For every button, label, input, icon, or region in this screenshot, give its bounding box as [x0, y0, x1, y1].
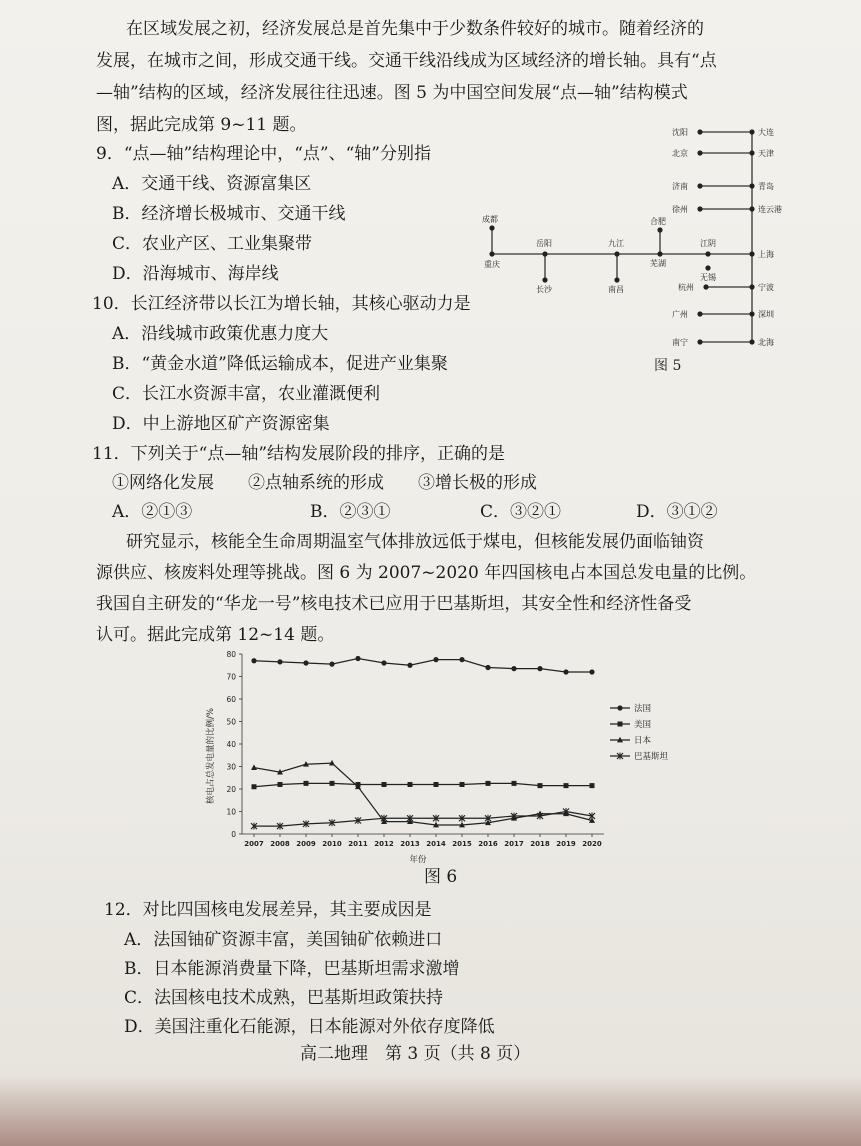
fig6-point-1-7 — [434, 782, 439, 787]
fig6-point-0-5 — [381, 660, 386, 665]
fig6-point-1-2 — [304, 781, 309, 786]
city-wuhu: 芜湖 — [650, 259, 666, 268]
fig6-point-1-1 — [278, 782, 283, 787]
intro2-line2: 源供应、核废料处理等挑战。图 6 为 2007~2020 年四国核电占本国总发电量的比例。 — [96, 563, 757, 583]
q11-option-d: D．③①② — [636, 502, 718, 522]
fig6-point-1-12 — [564, 783, 569, 788]
fig6-point-1-13 — [590, 783, 595, 788]
city-hefei: 合肥 — [650, 217, 666, 226]
fig6-y-tick-label: 50 — [226, 717, 236, 727]
city-yueyang: 岳阳 — [536, 239, 552, 248]
fig5-city-dots — [489, 129, 754, 344]
fig6-point-0-2 — [303, 660, 308, 665]
fig6-y-tick-label: 10 — [226, 807, 236, 817]
fig6-point-1-5 — [382, 782, 387, 787]
fig6-caption: 图 6 — [424, 867, 458, 887]
city-wuxi: 无锡 — [700, 273, 716, 282]
city-shenzhen: 深圳 — [758, 310, 774, 319]
fig6-x-tick-label: 2020 — [582, 840, 602, 848]
q9-option-a: A．交通干线、资源富集区 — [112, 174, 312, 194]
fig6-point-0-9 — [485, 665, 490, 670]
q12-option-c: C．法国核电技术成熟，巴基斯坦政策扶持 — [124, 988, 444, 1008]
fig6-point-2-0 — [251, 764, 257, 770]
fig6-legend-label-0: 法国 — [634, 704, 652, 714]
city-jiujiang: 九江 — [608, 239, 624, 248]
fig6-point-1-3 — [330, 781, 335, 786]
city-nanchang: 南昌 — [608, 285, 624, 294]
intro1-line2: 发展，在城市之间，形成交通干线。交通干线沿线成为区域经济的增长轴。具有“点 — [96, 51, 717, 71]
city-dalian: 大连 — [758, 128, 774, 137]
q10-option-b: B．“黄金水道”降低运输成本，促进产业集聚 — [112, 354, 448, 374]
fig6-point-0-11 — [537, 666, 542, 671]
intro1-line4: 图，据此完成第 9~11 题。 — [96, 115, 307, 135]
city-jinan: 济南 — [672, 182, 688, 191]
q10-option-a: A．沿线城市政策优惠力度大 — [112, 324, 329, 344]
city-beihai: 北海 — [758, 338, 774, 347]
fig6-point-0-3 — [329, 662, 334, 667]
intro1-line1: 在区域发展之初，经济发展总是首先集中于少数条件较好的城市。随着经济的 — [126, 19, 704, 39]
fig6-legend-label-2: 日本 — [634, 736, 652, 746]
fig6-x-tick-label: 2018 — [530, 840, 550, 848]
q11-option-b: B．②③① — [310, 502, 391, 522]
fig6-point-1-10 — [512, 781, 517, 786]
fig6-point-0-7 — [433, 657, 438, 662]
fig6-x-tick-label: 2019 — [556, 840, 576, 848]
fig6-y-tick-label: 30 — [226, 762, 236, 772]
q11-stem: 11．下列关于“点—轴”结构发展阶段的排序，正确的是 — [92, 444, 506, 464]
q11-option-c: C．③②① — [480, 502, 562, 522]
fig6-x-tick-label: 2011 — [348, 840, 368, 848]
q12-option-a: A．法国铀矿资源丰富，美国铀矿依赖进口 — [124, 930, 443, 950]
fig6-point-0-12 — [563, 669, 568, 674]
city-changsha: 长沙 — [536, 285, 552, 294]
city-jiangyin: 江阴 — [700, 239, 716, 248]
fig6-x-tick-label: 2007 — [244, 840, 264, 848]
fig6-point-0-13 — [589, 669, 594, 674]
fig6-point-1-0 — [252, 784, 257, 789]
city-ningbo: 宁波 — [758, 283, 774, 292]
fig6-legend-marker-0 — [617, 705, 622, 710]
page-footer: 高二地理 第 3 页（共 8 页） — [300, 1044, 531, 1064]
city-guangzhou: 广州 — [672, 310, 688, 319]
city-qingdao: 青岛 — [758, 182, 774, 191]
fig6-x-tick-label: 2010 — [322, 840, 342, 848]
fig6-point-1-8 — [460, 782, 465, 787]
intro2-line4: 认可。据此完成第 12~14 题。 — [96, 625, 335, 645]
city-chongqing: 重庆 — [484, 260, 500, 269]
fig6-point-1-11 — [538, 783, 543, 788]
q12-option-d: D．美国注重化石能源，日本能源对外依存度降低 — [124, 1017, 495, 1037]
fig6-y-tick-label: 20 — [226, 785, 236, 794]
fig6-x-tick-label: 2012 — [374, 840, 394, 848]
city-xuzhou: 徐州 — [672, 205, 688, 214]
intro2-line3: 我国自主研发的“华龙一号”核电技术已应用于巴基斯坦，其安全性和经济性备受 — [96, 594, 692, 614]
fig6-legend-label-1: 美国 — [634, 720, 652, 730]
fig6-x-tick-label: 2013 — [400, 840, 420, 848]
fig6-x-tick-label: 2008 — [270, 840, 290, 848]
q11-items: ①网络化发展 ②点轴系统的形成 ③增长极的形成 — [112, 473, 537, 493]
q9-stem: 9．“点—轴”结构理论中，“点”、“轴”分别指 — [96, 144, 431, 164]
fig6-x-tick-label: 2009 — [296, 840, 316, 848]
fig6-legend-label-3: 巴基斯坦 — [634, 752, 669, 762]
q12-option-b: B．日本能源消费量下降，巴基斯坦需求激增 — [124, 959, 460, 979]
fig6-y-tick-label: 70 — [226, 672, 236, 682]
q12-stem: 12．对比四国核电发展差异，其主要成因是 — [104, 900, 432, 920]
fig6-ylabel: 核电占总发电量的比例/% — [206, 708, 216, 804]
fig6-line-chart — [198, 644, 698, 866]
fig6-point-0-8 — [459, 657, 464, 662]
fig5-caption: 图 5 — [654, 358, 682, 374]
intro1-line3: —轴”结构的区域，经济发展往往迅速。图 5 为中国空间发展“点—轴”结构模式 — [96, 83, 688, 103]
fig6-point-0-10 — [511, 666, 516, 671]
fig6-x-tick-label: 2014 — [426, 840, 446, 848]
city-lianyungang: 连云港 — [758, 205, 782, 214]
fig6-point-1-6 — [408, 782, 413, 787]
city-beijing: 北京 — [672, 149, 688, 158]
city-hangzhou: 杭州 — [678, 283, 694, 292]
fig6-x-tick-label: 2015 — [452, 840, 472, 848]
fig6-legend-marker-1 — [618, 722, 623, 727]
q10-stem: 10．长江经济带以长江为增长轴，其核心驱动力是 — [92, 294, 471, 314]
fig6-point-0-1 — [277, 659, 282, 664]
city-chengdu: 成都 — [482, 215, 498, 224]
fig6-point-0-4 — [355, 656, 360, 661]
q11-option-a: A．②①③ — [112, 502, 193, 522]
fig6-xlabel: 年份 — [409, 855, 427, 865]
fig6-y-tick-label: 60 — [226, 695, 236, 704]
city-shenyang: 沈阳 — [672, 128, 688, 137]
city-tianjin: 天津 — [758, 149, 774, 158]
q10-option-c: C．长江水资源丰富，农业灌溉便利 — [112, 384, 381, 404]
q9-option-d: D．沿海城市、海岸线 — [112, 264, 279, 284]
fig6-y-tick-label: 0 — [231, 830, 236, 839]
city-shanghai: 上海 — [758, 250, 774, 259]
fig6-point-0-0 — [251, 658, 256, 663]
q9-option-b: B．经济增长极城市、交通干线 — [112, 204, 346, 224]
fig6-x-tick-label: 2017 — [504, 840, 524, 848]
city-nanning: 南宁 — [672, 338, 688, 347]
fig5-axes — [492, 132, 752, 342]
q9-option-c: C．农业产区、工业集聚带 — [112, 234, 313, 254]
fig6-point-1-9 — [486, 781, 491, 786]
fig6-y-tick-label: 40 — [226, 740, 236, 749]
fig6-point-0-6 — [407, 663, 412, 668]
fig5-point-axis-diagram — [478, 120, 788, 380]
intro2-line1: 研究显示，核能全生命周期温室气体排放远低于煤电，但核能发展仍面临铀资 — [126, 532, 704, 552]
photo-bottom-shadow — [0, 1075, 861, 1146]
fig6-y-tick-label: 80 — [226, 650, 236, 659]
q10-option-d: D．中上游地区矿产资源密集 — [112, 414, 330, 434]
fig6-x-tick-label: 2016 — [478, 840, 498, 848]
